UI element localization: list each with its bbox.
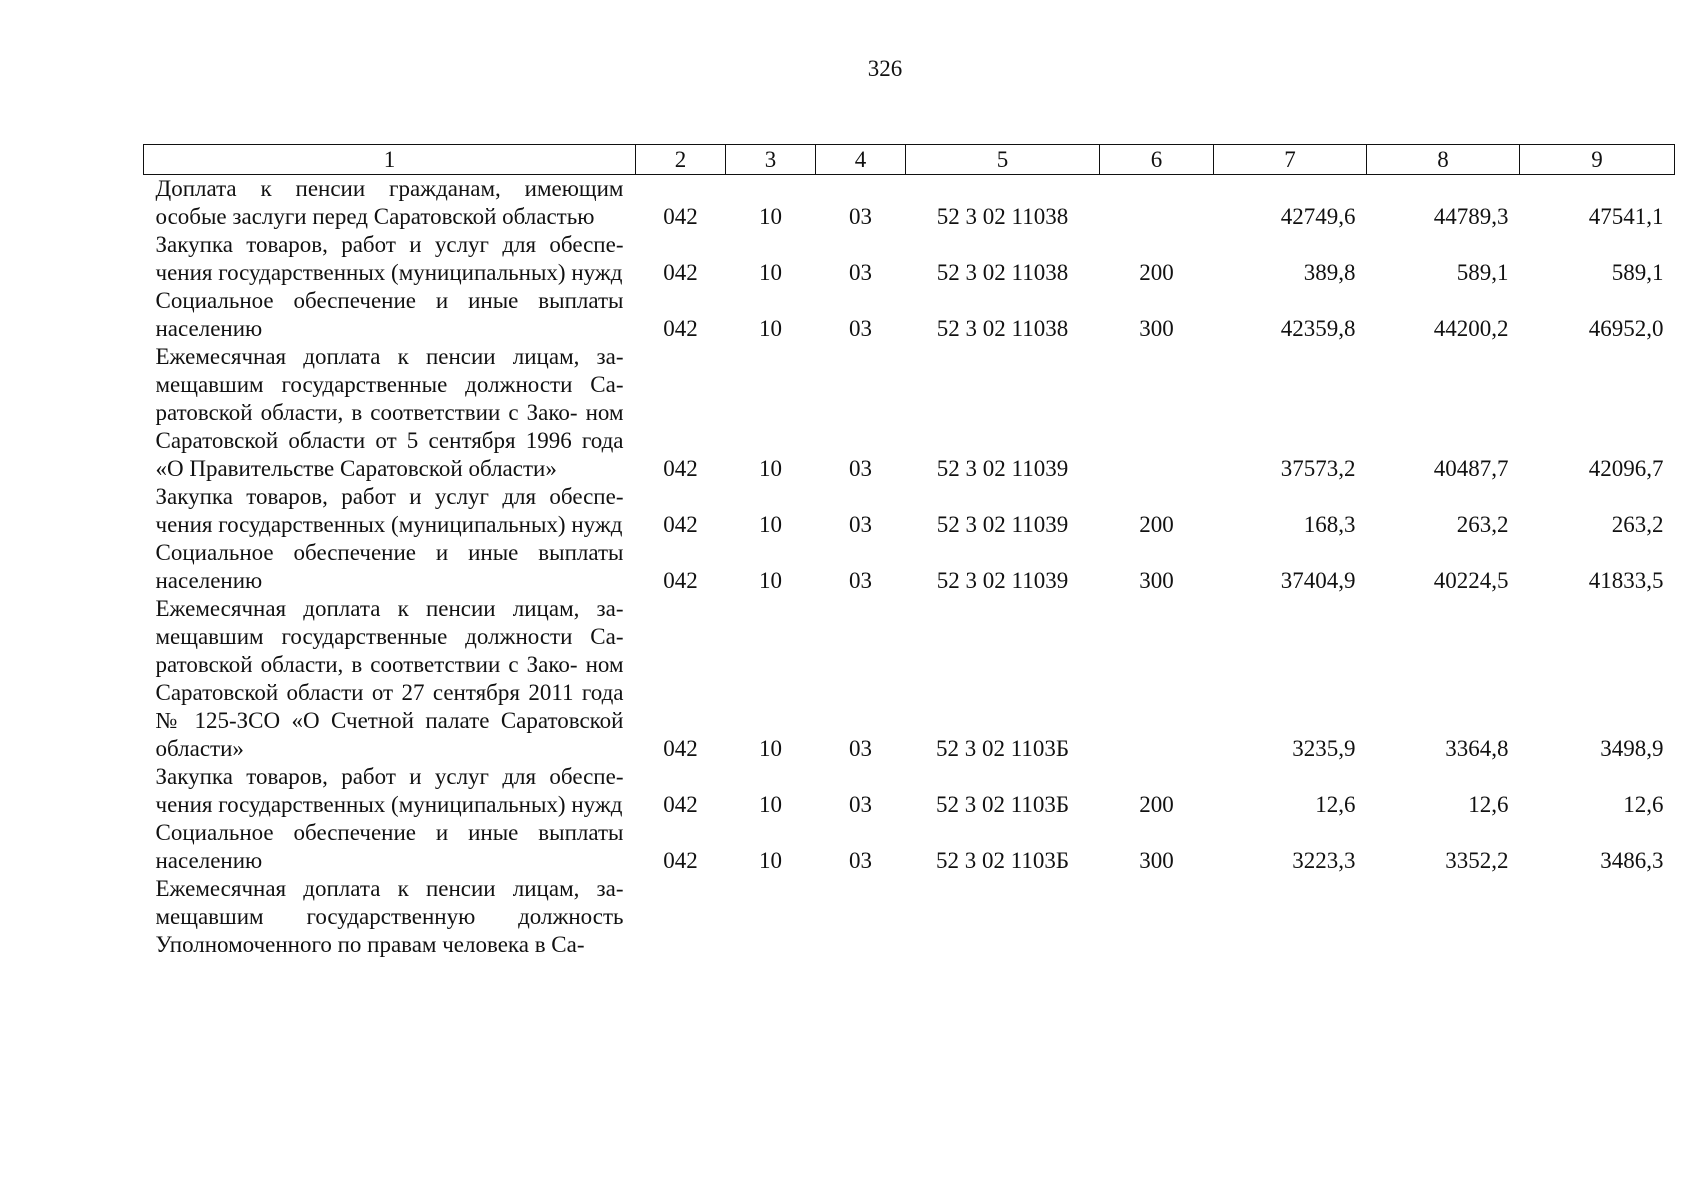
amount-col8-cell: 589,1 [1456, 260, 1509, 285]
description-line: мещавшим государственные должности Са- [155, 624, 624, 649]
column-header: 7 [1214, 145, 1367, 175]
description-line: Доплата к пенсии гражданам, имеющим [155, 176, 624, 201]
section-code-cell: 10 [759, 792, 782, 817]
expense-type-cell [1100, 175, 1214, 232]
amount-col7-cell: 389,8 [1303, 260, 1356, 285]
column-header: 8 [1367, 145, 1520, 175]
expense-type-cell: 300 [1139, 848, 1174, 873]
description-line: Ежемесячная доплата к пенсии лицам, за- [155, 344, 624, 369]
table-body [144, 175, 1675, 960]
section-code-cell: 10 [759, 736, 782, 761]
subsection-code-cell: 03 [849, 260, 872, 285]
expense-type-cell: 200 [1139, 260, 1174, 285]
amount-col9-cell: 47541,1 [1588, 204, 1664, 229]
description-line: нужд [571, 260, 623, 285]
admin-code-cell: 042 [663, 204, 698, 229]
description-line: населению [155, 316, 263, 341]
amount-col9-cell: 12,6 [1623, 792, 1664, 817]
description-line: Закупка товаров, работ и услуг для обеспе- [155, 764, 624, 789]
amount-col9-cell: 46952,0 [1588, 316, 1664, 341]
subsection-code-cell: 03 [849, 512, 872, 537]
table-row [144, 875, 1675, 959]
description-line: Ежемесячная доплата к пенсии лицам, за- [155, 596, 624, 621]
amount-col7-cell [1214, 875, 1367, 959]
subsection-code-cell: 03 [849, 456, 872, 481]
column-header: 3 [726, 145, 816, 175]
amount-col8-cell: 12,6 [1468, 792, 1509, 817]
amount-col8-cell [1367, 875, 1520, 959]
subsection-code-cell: 03 [849, 848, 872, 873]
amount-col8-cell: 44789,3 [1433, 204, 1509, 229]
section-code-cell: 10 [759, 204, 782, 229]
section-code-cell: 10 [759, 456, 782, 481]
column-header: 9 [1520, 145, 1675, 175]
admin-code-cell: 042 [663, 792, 698, 817]
admin-code-cell: 042 [663, 456, 698, 481]
description-line: нужд [571, 792, 623, 817]
row-description [144, 343, 636, 483]
description-line: Ежемесячная доплата к пенсии лицам, за- [155, 876, 624, 901]
description-line: Социальное обеспечение и иные выплаты [155, 540, 624, 565]
admin-code-cell: 042 [663, 848, 698, 873]
target-article-cell: 52 3 02 1103Б [935, 848, 1070, 873]
amount-col7-cell: 3235,9 [1292, 736, 1356, 761]
target-article-cell: 52 3 02 11039 [936, 456, 1069, 481]
amount-col7-cell: 37404,9 [1280, 568, 1356, 593]
target-article-cell: 52 3 02 1103Б [935, 792, 1070, 817]
column-header: 1 [144, 145, 636, 175]
description-line: ратовской области, в соответствии с Зако- [155, 652, 578, 677]
table-row [144, 595, 1675, 763]
amount-col9-cell [1520, 875, 1675, 959]
row-description [144, 231, 636, 287]
amount-col9-cell: 589,1 [1611, 260, 1664, 285]
amount-col7-cell: 37573,2 [1280, 456, 1356, 481]
description-line: Закупка товаров, работ и услуг для обеспе- [155, 232, 624, 257]
description-line: области» [468, 456, 557, 481]
subsection-code-cell: 03 [849, 736, 872, 761]
description-line: чения государственных (муниципальных) [155, 792, 566, 817]
admin-code-cell: 042 [663, 260, 698, 285]
description-line: чения государственных (муниципальных) [155, 260, 566, 285]
description-line: мещавшим государственную должность [155, 904, 624, 929]
row-description [144, 539, 636, 595]
admin-code-cell: 042 [663, 512, 698, 537]
section-code-cell: 10 [759, 848, 782, 873]
description-line: ном Саратовской области от 5 сентября [155, 400, 624, 453]
row-description [144, 483, 636, 539]
row-description [144, 819, 636, 875]
section-code-cell: 10 [759, 568, 782, 593]
table-row [144, 343, 1675, 483]
admin-code-cell: 042 [663, 568, 698, 593]
description-line: населению [155, 848, 263, 873]
header-row [144, 145, 1675, 175]
amount-col9-cell: 42096,7 [1588, 456, 1664, 481]
row-description [144, 595, 636, 763]
section-code-cell [726, 875, 816, 959]
expense-type-cell: 200 [1139, 792, 1174, 817]
subsection-code-cell: 03 [849, 204, 872, 229]
amount-col8-cell: 263,2 [1456, 512, 1509, 537]
table-row [144, 175, 1675, 232]
description-line: ном Саратовской области от 27 сентября [155, 652, 624, 705]
row-description [144, 175, 636, 232]
target-article-cell: 52 3 02 1103Б [935, 736, 1070, 761]
table-row [144, 763, 1675, 819]
subsection-code-cell: 03 [849, 568, 872, 593]
expense-type-cell: 300 [1139, 568, 1174, 593]
description-line: Социальное обеспечение и иные выплаты [155, 288, 624, 313]
row-description [144, 287, 636, 343]
section-code-cell: 10 [759, 316, 782, 341]
column-header: 5 [906, 145, 1100, 175]
amount-col7-cell: 12,6 [1315, 792, 1356, 817]
description-line: особые заслуги перед Саратовской областью [155, 204, 595, 229]
expense-type-cell: 200 [1139, 512, 1174, 537]
amount-col9-cell: 3498,9 [1600, 736, 1664, 761]
section-code-cell: 10 [759, 512, 782, 537]
amount-col9-cell: 3486,3 [1600, 848, 1664, 873]
target-article-cell: 52 3 02 11038 [936, 260, 1069, 285]
table-row [144, 287, 1675, 343]
column-header: 2 [636, 145, 726, 175]
description-line: ратовской области, в соответствии с Зако- [155, 400, 578, 425]
expense-type-cell [1100, 875, 1214, 959]
expense-type-cell [1100, 595, 1214, 763]
admin-code-cell [636, 875, 726, 959]
description-line: 2011 года № 125-ЗСО «О Счетной палате [155, 680, 624, 733]
table-header [144, 145, 1675, 175]
amount-col7-cell: 168,3 [1303, 512, 1356, 537]
description-line: чения государственных (муниципальных) [155, 512, 566, 537]
expense-type-cell: 300 [1139, 316, 1174, 341]
target-article-cell: 52 3 02 11039 [936, 568, 1069, 593]
target-article-cell: 52 3 02 11038 [936, 204, 1069, 229]
subsection-code-cell: 03 [849, 316, 872, 341]
amount-col9-cell: 263,2 [1611, 512, 1664, 537]
amount-col7-cell: 42749,6 [1280, 204, 1356, 229]
target-article-cell: 52 3 02 11038 [936, 316, 1069, 341]
subsection-code-cell [816, 875, 906, 959]
table-row [144, 231, 1675, 287]
target-article-cell [906, 875, 1100, 959]
amount-col7-cell: 3223,3 [1292, 848, 1356, 873]
description-line: 1996 года «О Правительстве Саратовской [155, 428, 624, 481]
admin-code-cell: 042 [663, 316, 698, 341]
amount-col8-cell: 40487,7 [1433, 456, 1509, 481]
amount-col8-cell: 3352,2 [1445, 848, 1509, 873]
description-line: населению [155, 568, 263, 593]
page-number: 326 [867, 56, 903, 81]
column-header: 4 [816, 145, 906, 175]
description-line: Социальное обеспечение и иные выплаты [155, 820, 624, 845]
amount-col8-cell: 44200,2 [1433, 316, 1509, 341]
target-article-cell: 52 3 02 11039 [936, 512, 1069, 537]
section-code-cell: 10 [759, 260, 782, 285]
table-row [144, 819, 1675, 875]
description-line: Закупка товаров, работ и услуг для обеспе- [155, 484, 624, 509]
amount-col8-cell: 40224,5 [1433, 568, 1509, 593]
description-line: мещавшим государственные должности Са- [155, 372, 624, 397]
amount-col9-cell: 41833,5 [1588, 568, 1664, 593]
subsection-code-cell: 03 [849, 792, 872, 817]
table-row [144, 539, 1675, 595]
description-line: нужд [571, 512, 623, 537]
row-description [144, 875, 636, 959]
expense-type-cell [1100, 343, 1214, 483]
column-header: 6 [1100, 145, 1214, 175]
table-row [144, 483, 1675, 539]
description-line: Саратовской области» [155, 708, 624, 761]
admin-code-cell: 042 [663, 736, 698, 761]
row-description [144, 763, 636, 819]
budget-table [143, 144, 1675, 959]
amount-col8-cell: 3364,8 [1445, 736, 1509, 761]
amount-col7-cell: 42359,8 [1280, 316, 1356, 341]
description-line: Уполномоченного по правам человека в Са- [155, 932, 585, 957]
